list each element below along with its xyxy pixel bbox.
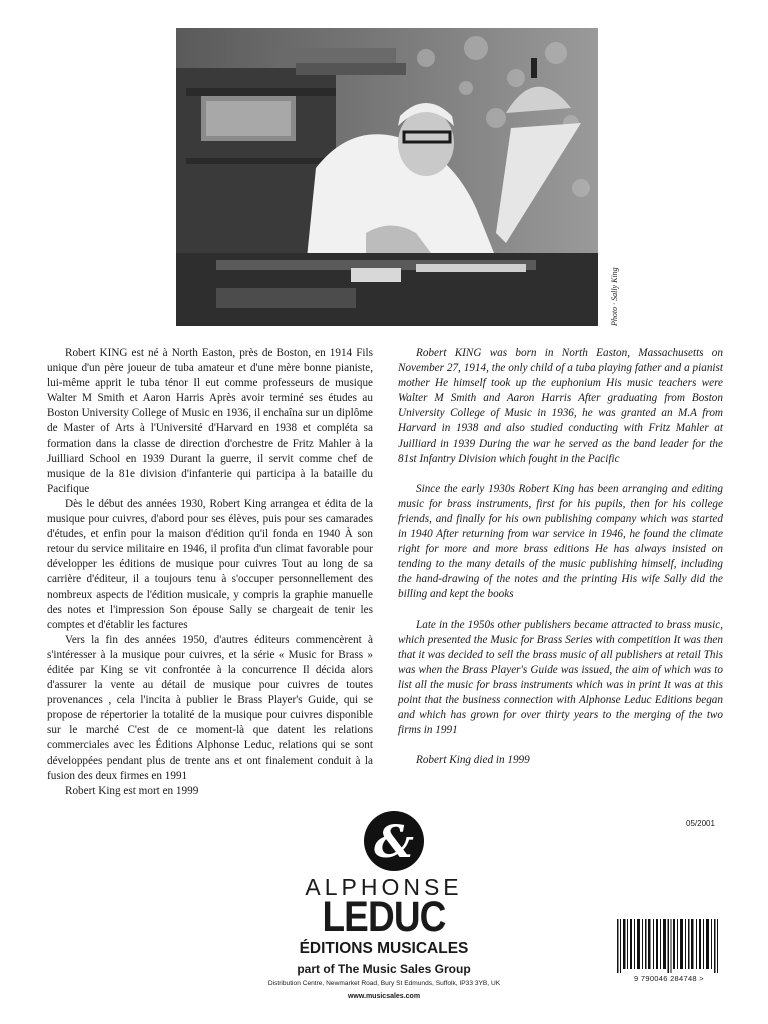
svg-text:&: & [374, 817, 414, 868]
french-paragraph-2: Dès le début des années 1930, Robert King arrangea et édita de la musique pour cuivres, d'abord pour ses élèves, puis pour ses camarades d'études, et enfin pour la maison d'édition qu'il fonda en 1940 À son retour du service militaire en 1946, il profita d'un climat favorable pour développer les éditions de musique pour cuivres Tout au long de sa carrière d'éditeur, il a toujours tenu à s'occuper personnellement des nombreux aspects de l'édition musicale, y compris la graphie manuelle des notes et l'impression Son épouse Sally se chargeait de tenir les comptes et d'établir les factures [47, 497, 373, 631]
barcode-number: 9 790046 284748 > [634, 974, 704, 983]
english-paragraph-4: Robert King died in 1999 [416, 754, 530, 767]
english-paragraph-1: Robert KING was born in North Easton, Massachusetts on November 27, 1914, the only child of a tuba playing father and a pianist mother He himself took up the euphonium His music teachers were Walter M Smith and Aaron Harris After graduating from Boston University College of Music in 1936, he was granted an M.A from Harvard in 1938 and also studied conducting with Fritz Mahler at Juilliard in 1939 During the war he served as the band leader for the 81st Infantry Division which fought in the Pacific [398, 347, 723, 465]
english-paragraph-2: Since the early 1930s Robert King has been arranging and editing music for brass instruments, first for his pupils, then for his college friends, and finally for his own publishing company which was started in 1940 After returning from war service in 1946, he found the climate right for more and more brass editions He has always insisted on tending to the many details of the music publishing himself, including the hand-drawing of the notes and the printing His wife Sally did the billing and kept the books [398, 482, 723, 601]
edition-date: 05/2001 [686, 819, 715, 828]
french-paragraph-4: Robert King est mort en 1999 [65, 784, 199, 797]
biography-french [47, 346, 373, 799]
barcode-icon [617, 919, 721, 973]
brand-music-sales-group: part of The Music Sales Group [297, 962, 471, 976]
brand-alphonse: ALPHONSE [305, 874, 463, 900]
brand-leduc: LEDUC [322, 893, 446, 941]
website-link[interactable]: www.musicsales.com [347, 993, 421, 1000]
portrait-photo-image [176, 28, 598, 326]
photo-credit [598, 226, 619, 326]
portrait-photo [176, 28, 598, 326]
distribution-address: Distribution Centre, Newmarket Road, Bury St Edmunds, Suffolk, IP33 3YB, UK [267, 980, 501, 987]
french-paragraph-3: Vers la fin des années 1950, d'autres éditeurs commencèrent à s'intéresser à la musique pour cuivres, et la série « Music for Brass » éditée par King se vit confrontée à la concurrence Il décida alors d'assurer la vente au détail de musique pour cuivres de toutes provenances , cela l'incita à publier le Brass Player's Guide, qui se propose de répertorier la totalité de la musique pour cuivres disponible sur le marché C'est de ce moment-là que datent les relations commerciales avec les Éditions Alphonse Leduc, relations qui se sont développées pendant plus de trente ans et ont finalement conduit à la fusion des deux firmes en 1991 [47, 633, 373, 782]
english-paragraph-3: Late in the 1950s other publishers became attracted to brass music, which presented the Music for Brass Series with competition It was then that it was decided to sell the brass music of all publishers at retail This was when the Brass Player's Guide was issued, the aim of which was to list all the music for brass instruments which was in print It was at this point that the business connection with Alphonse Leduc Editions began and which has grown for over thirty years to the merging of the two firms in 1991 [398, 618, 723, 737]
brand-editions-musicales: ÉDITIONS MUSICALES [299, 940, 469, 957]
french-paragraph-1: Robert KING est né à North Easton, près de Boston, en 1914 Fils unique d'un père joueur de tuba amateur et d'une mère bonne pianiste, lui-même apprit le tuba ténor Il eut comme professeurs de musique Walter M Smith et Aaron Harris Après avoir terminé ses études au Boston University College of Music en 1936, il enchaîna sur un diplôme de Master of Arts à l'Université d'Harvard en 1938 et compléta sa formation dans la classe de direction d'orchestre de Fritz Mahler à la Juilliard School en 1939 Durant la guerre, il servit comme chef de musique de la 81e division d'infanterie qui participa à la bataille du Pacifique [47, 347, 373, 495]
photo-credit-text: Photo · Sally King [610, 267, 619, 326]
biography-english [398, 346, 723, 783]
ampersand-logo-icon [363, 810, 425, 872]
